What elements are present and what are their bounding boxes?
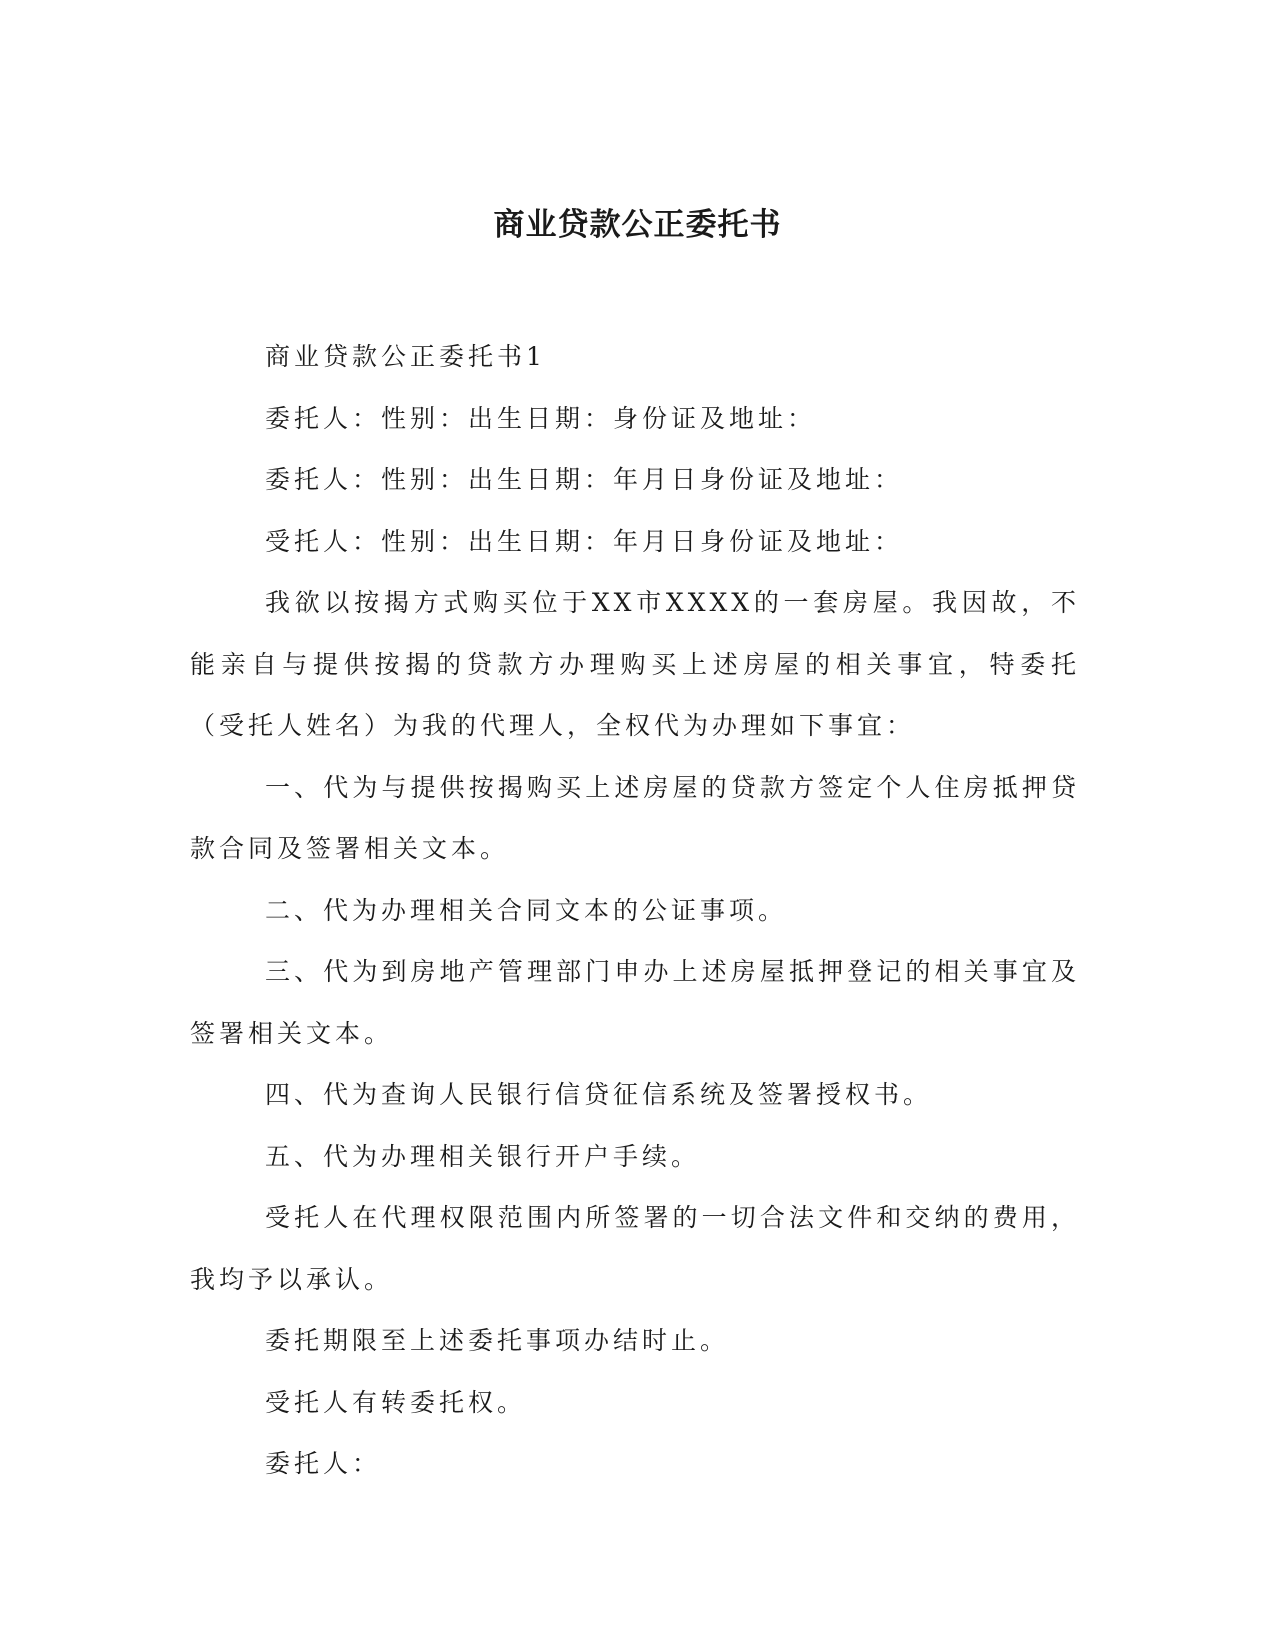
paragraph-item-3: 三、代为到房地产管理部门申办上述房屋抵押登记的相关事宜及签署相关文本。 [190, 957, 1080, 1048]
document-body [190, 326, 1080, 1495]
paragraph-item-1: 一、代为与提供按揭购买上述房屋的贷款方签定个人住房抵押贷款合同及签署相关文本。 [190, 772, 1080, 863]
paragraph-principal-2: 委托人：性别：出生日期：年月日身份证及地址： [265, 465, 904, 494]
paragraph-signature-principal: 委托人： [265, 1449, 382, 1478]
paragraph-agent: 受托人：性别：出生日期：年月日身份证及地址： [265, 526, 904, 556]
paragraph-heading: 商业贷款公正委托书1 [265, 342, 546, 371]
paragraph-item-2: 二、代为办理相关合同文本的公证事项。 [265, 895, 788, 925]
paragraph-term: 委托期限至上述委托事项办结时止。 [265, 1326, 730, 1355]
paragraph-principal-1: 委托人：性别：出生日期：身份证及地址： [265, 403, 817, 433]
paragraph-acknowledgement: 受托人在代理权限范围内所签署的一切合法文件和交纳的费用，我均予以承认。 [190, 1203, 1080, 1294]
document-title: 商业贷款公正委托书 [493, 207, 782, 243]
paragraph-item-4: 四、代为查询人民银行信贷征信系统及签署授权书。 [265, 1080, 933, 1109]
paragraph-item-5: 五、代为办理相关银行开户手续。 [265, 1141, 701, 1171]
paragraph-subdelegation: 受托人有转委托权。 [265, 1387, 527, 1417]
paragraph-purpose: 我欲以按揭方式购买位于XX市XXXX的一套房屋。我因故，不能亲自与提供按揭的贷款方办理购买上述房屋的相关事宜，特委托（受托人姓名）为我的代理人，全权代为办理如下事宜： [190, 588, 1080, 740]
